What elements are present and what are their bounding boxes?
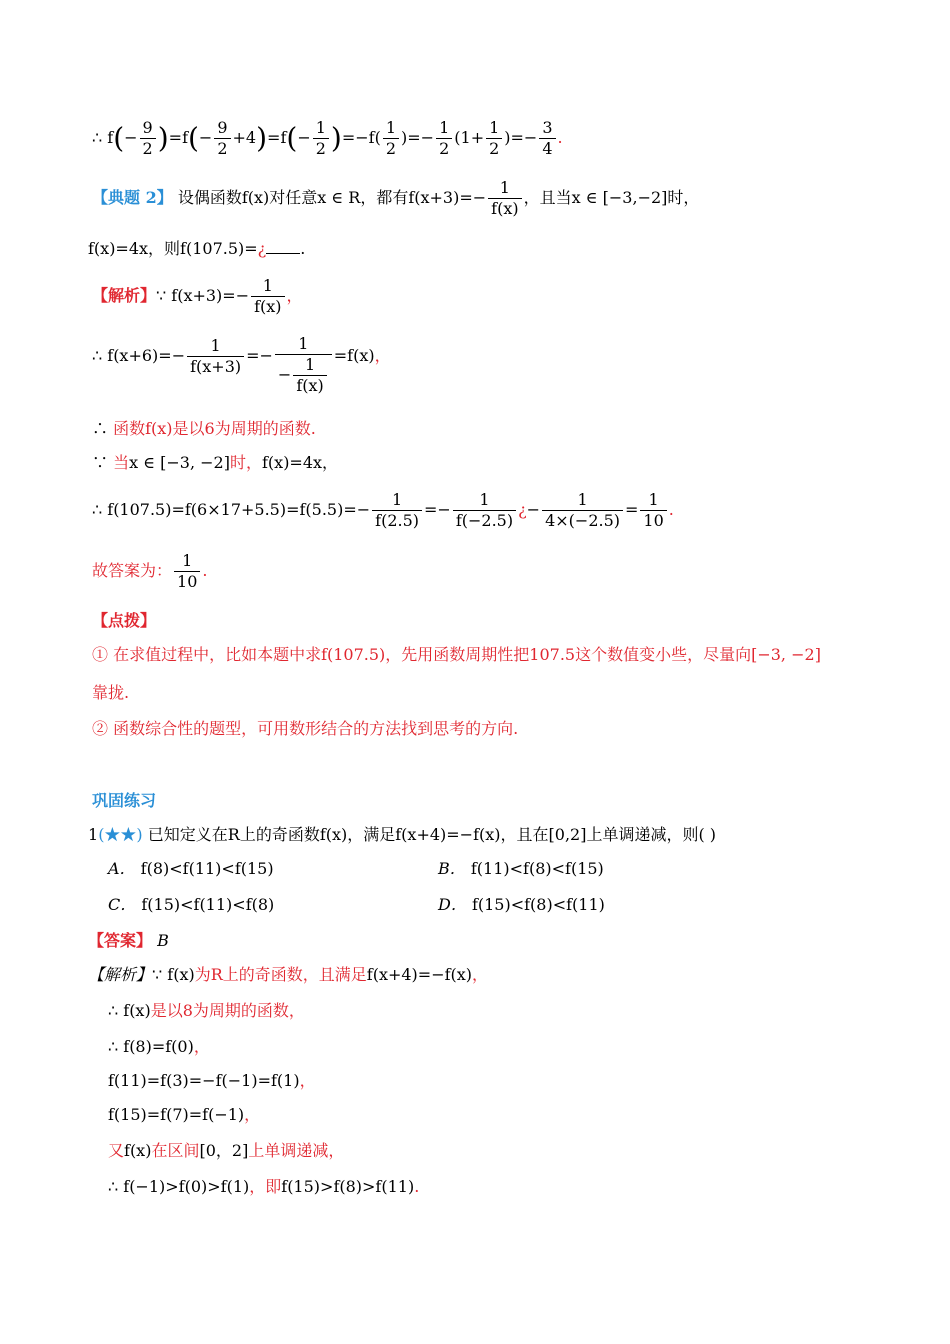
eq-text: =f <box>267 128 287 147</box>
fraction: $\frac{9}{2}$ <box>214 118 230 159</box>
fraction: $\frac{1}{2}$ <box>383 118 399 159</box>
eq-text: =f <box>168 128 188 147</box>
option-c: C． f(15)<f(11)<f(8) <box>108 895 275 914</box>
equation-top: ∴ f(− $\frac{9}{2}$ )=f(− $\frac{9}{2}$ +4)=f(− $\frac{1}{2}$ )=−f( $\frac{1}{2}$ )=− $\frac{1}{2}$ (1+ $\frac{1}{2}$ )=− $\frac{3}{4}$ . <box>92 118 563 158</box>
practice-analysis-6: 又f(x)在区间[0，2]上单调递减， <box>108 1141 345 1160</box>
fraction: $\frac{1}{2}$ <box>436 118 452 159</box>
fraction: $\frac{1}{4\times(-2.5)}$ <box>542 490 623 531</box>
practice-analysis-7: ∴ f(−1)>f(0)>f(1)，即f(15)>f(8)>f(11). <box>108 1177 420 1196</box>
practice-heading: 巩固练习 <box>92 791 157 810</box>
fraction: $\frac{1}{f(x+3)}$ <box>187 336 244 377</box>
option-d: D． f(15)<f(8)<f(11) <box>438 895 605 914</box>
example-2-question-cont: f(x)=4x，则f(107.5)=¿ . <box>88 239 306 258</box>
fraction: $\frac{1}{2}$ <box>313 118 329 159</box>
tip-item-2: ② 函数综合性的题型，可用数形结合的方法找到思考的方向. <box>92 719 519 738</box>
fraction: $\frac{1}{f(2.5)}$ <box>372 490 422 531</box>
answer-blank <box>266 239 300 254</box>
analysis-step-2: ∴ f(x+6)=− $\frac{1}{f(x+3)}$ =− 1 − $\frac{1}{f(x)}$ =f(x)， <box>92 334 391 395</box>
fraction: $\frac{1}{2}$ <box>486 118 502 159</box>
fraction: $\frac{1}{f(x)}$ <box>251 276 284 317</box>
fraction: $\frac{1}{f(x)}$ <box>488 178 521 219</box>
analysis-line-1: 【解析】∵ f(x+3)=− $\frac{1}{f(x)}$ ， <box>92 276 303 316</box>
difficulty-stars: (★★) <box>98 825 143 844</box>
fraction: $\frac{1}{f(-2.5)}$ <box>453 490 516 531</box>
practice-analysis-1: 【解析】∵ f(x)为R上的奇函数，且满足f(x+4)=−f(x)， <box>88 965 489 984</box>
practice-analysis-2: ∴ f(x)是以8为周期的函数， <box>108 1001 305 1020</box>
eq-text: ∴ f <box>92 128 114 147</box>
analysis-tag: 【解析】 <box>92 286 157 305</box>
analysis-step-5: ∴ f(107.5)=f(6×17+5.5)=f(5.5)=− $\frac{1}{f(2.5)}$ =− $\frac{1}{f(-2.5)}$ ¿− $\frac{1}{4\times(-2.5)}$ = $\frac{1}{10}$ . <box>92 490 674 530</box>
option-a: A． f(8)<f(11)<f(15) <box>108 859 274 878</box>
fraction: $\frac{3}{4}$ <box>539 118 555 159</box>
fraction: $\frac{1}{10}$ <box>640 490 666 531</box>
option-b: B． f(11)<f(8)<f(15) <box>438 859 604 878</box>
nested-fraction: 1 − $\frac{1}{f(x)}$ <box>275 334 332 396</box>
fraction: $\frac{1}{10}$ <box>174 551 200 592</box>
analysis-step-4: ∵ 当x ∈ [−3, −2]时，f(x)=4x， <box>92 453 339 472</box>
tip-tag: 【点拨】 <box>92 611 157 630</box>
practice-answer: 【答案】 B <box>88 931 169 950</box>
example-tag: 【典题 2】 <box>92 188 173 207</box>
practice-analysis-4: f(11)=f(3)=−f(−1)=f(1)， <box>108 1071 316 1090</box>
practice-analysis-5: f(15)=f(7)=f(−1)， <box>108 1105 261 1124</box>
tip-item-1: ① 在求值过程中，比如本题中求f(107.5)，先用函数周期性把107.5这个数值变小些，尽量向[−3, −2] <box>92 645 821 664</box>
fraction: $\frac{9}{2}$ <box>140 118 156 159</box>
practice-question: 1(★★) 已知定义在R上的奇函数f(x)，满足f(x+4)=−f(x)，且在[0,2]上单调递减，则( ) <box>88 825 717 844</box>
practice-analysis-3: ∴ f(8)=f(0)， <box>108 1037 210 1056</box>
tip-item-1-cont: 靠拢. <box>92 683 130 702</box>
example-2-question: 【典题 2】 设偶函数f(x)对任意x ∈ R，都有f(x+3)=− $\frac{1}{f(x)}$ ，且当x ∈ [−3,−2]时， <box>92 178 700 218</box>
answer-line: 故答案为： $\frac{1}{10}$ . <box>92 551 208 591</box>
analysis-step-3: ∴ 函数f(x)是以6为周期的函数. <box>92 419 316 438</box>
fraction: $\frac{1}{f(x)}$ <box>293 355 326 396</box>
